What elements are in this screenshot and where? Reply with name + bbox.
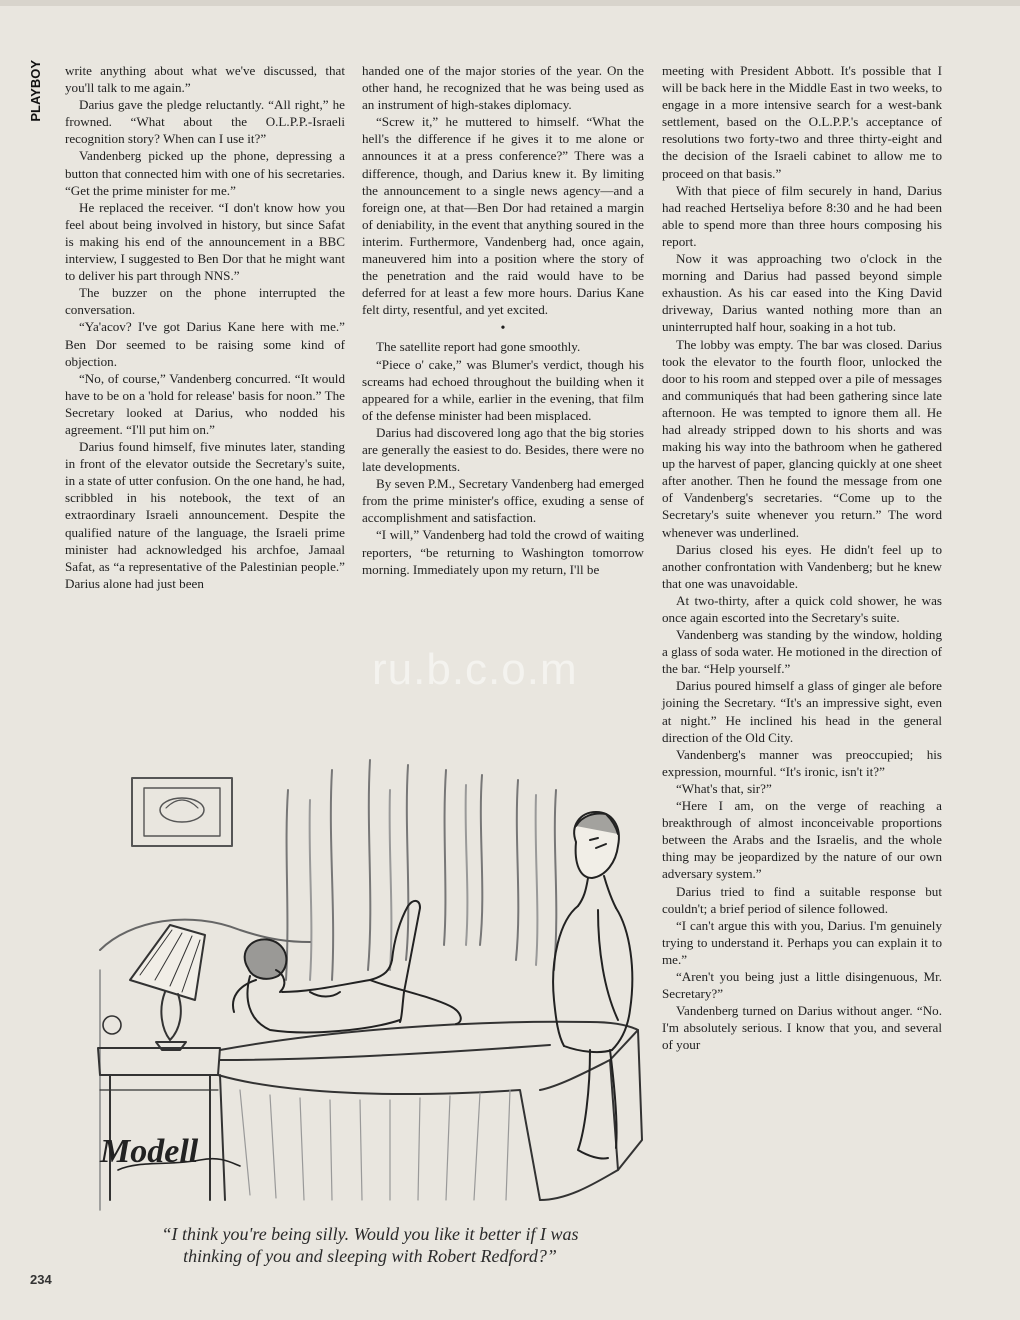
paragraph: “No, of course,” Vandenberg concurred. “It would have to be on a 'hold for release' basis for noon.” The Secretary looked at Darius, who nodded his agreement. “I'll put him on.” — [65, 370, 345, 437]
section-break-bullet: • — [500, 321, 506, 337]
curtain-lines — [286, 760, 556, 980]
paragraph: The lobby was empty. The bar was closed. Darius took the elevator to the fourth floor, unlocked the door to his room and stepped over a pile of messages and communiqués that had been gathering since late afternoon. He was tempted to ignore them all. He had already stripped down to his shorts and was making his way into the bathroom when he gathered up the harvest of paper, glancing quickly at one sheet after another. Then he found the message from one of Vandenberg's secretaries. “Come up to the Secretary's suite whenever you return.” The word whenever was underlined. — [662, 336, 942, 540]
text-column-2-bottom — [362, 338, 644, 577]
wall-picture — [132, 778, 232, 846]
paragraph: Vandenberg's manner was preoccupied; his expression, mournful. “It's ironic, isn't it?” — [662, 746, 942, 779]
paragraph: Darius poured himself a glass of ginger ale before joining the Secretary. “It's an impressive sight, even at night.” He inclined his head in the general direction of the Old City. — [662, 678, 942, 745]
paragraph: write anything about what we've discussed, that you'll talk to me again.” — [65, 63, 345, 96]
paragraph: The satellite report had gone smoothly. — [376, 339, 581, 355]
page-number: 234 — [30, 1272, 52, 1287]
seated-man — [553, 812, 632, 1159]
lamp — [130, 925, 205, 1050]
text-column-2-top — [362, 62, 644, 318]
paragraph: Darius closed his eyes. He didn't feel up to another confrontation with Vandenberg; but he knew that one was unavoidable. — [662, 541, 942, 591]
paragraph: “Ya'acov? I've got Darius Kane here with me.” Ben Dor seemed to be raising some kind of objection. — [65, 319, 345, 369]
paragraph: Darius had discovered long ago that the big stories are generally the easiest to do. Besides, there were no late developments. — [362, 424, 644, 475]
text-column-3 — [662, 62, 942, 1302]
paragraph: “What's that, sir?” — [676, 780, 772, 796]
paragraph: “I will,” Vandenberg had told the crowd of waiting reporters, “be returning to Washington tomorrow morning. Immediately upon my return, I'll be — [362, 527, 644, 577]
cartoonist-signature: Modell — [100, 1133, 199, 1170]
paragraph: meeting with President Abbott. It's possible that I will be back here in the Middle East in two weeks, to engage in a more intensive search for a west-bank settlement, based on the O.L.P.P.'s acceptance of resolutions two forty-two and three thirty-eight and the decision of the Israeli cabinet to allow me to proceed on that basis.” — [662, 63, 942, 181]
paragraph: “Piece o' cake,” was Blumer's verdict, though his screams had echoed throughout the building when it appeared for a while, earlier in the evening, that film of the defense minister had been misplaced. — [362, 356, 644, 423]
paragraph: With that piece of film securely in hand, Darius had reached Hertseliya before 8:30 and he had been able to spend more than three hours composing his report. — [662, 182, 942, 249]
text-column-2 — [362, 62, 644, 578]
paragraph: handed one of the major stories of the year. On the other hand, he recognized that he was being used as an instrument of high-stakes diplomacy. — [362, 63, 644, 113]
nightstand — [98, 1048, 220, 1200]
paragraph: “I can't argue this with you, Darius. I'm genuinely trying to understand it. Perhaps you can explain it to me.” — [662, 917, 942, 967]
reclining-woman — [233, 901, 461, 1032]
paragraph: “Here I am, on the verge of reaching a breakthrough of almost inconceivable proportions between the Arabs and the Israelis, and the whole thing may be jeopardized by the nature of our own adversary system.” — [662, 798, 942, 882]
paragraph: By seven P.M., Secretary Vandenberg had emerged from the prime minister's office, exuding a sense of accomplishment and satisfaction. — [362, 476, 644, 526]
paragraph: Now it was approaching two o'clock in the morning and Darius had passed beyond simple exhaustion. As his car eased into the King David driveway, Darius wanted nothing more than an uninterrupted half hour, soaking in a hot tub. — [662, 251, 942, 335]
paragraph: The buzzer on the phone interrupted the conversation. — [65, 285, 345, 318]
paragraph: Vandenberg turned on Darius without anger. “No. I'm absolutely serious. I know that you, and several of your — [662, 1003, 942, 1053]
bed — [218, 1022, 642, 1200]
paragraph: Vandenberg was standing by the window, holding a glass of soda water. He motioned in the direction of the bar. “Help yourself.” — [662, 627, 942, 677]
paragraph: Vandenberg picked up the phone, depressing a button that connected him with one of his secretaries. “Get the prime minister for me.” — [65, 148, 345, 198]
paragraph: “Aren't you being just a little disingenuous, Mr. Secretary?” — [662, 968, 942, 1002]
paragraph: “Screw it,” he muttered to himself. “What the hell's the difference if he gives it to me alone or announces it at a press conference?” There was a difference, though, and Darius knew it. By limiting the announcement to a single news agency—and a foreign one, at that—Ben Dor had retained a margin of deniability, in the event that anything soured in the interim. Furthermore, Vandenberg had, once again, maneuvered him into a position where the story of the penetration and the raid would have to be deferred for at least a few more hours. Darius Kane felt dirty, resentful, and yet excited. — [362, 114, 644, 318]
cartoon-illustration — [70, 730, 650, 1220]
paragraph: Darius found himself, five minutes later, standing in front of the elevator outside the Secretary's suite, in a state of utter confusion. On the one hand, he had, scribbled in his notebook, the text of an extraordinary Israeli announcement. Despite the qualified nature of the language, the Israeli prime minister had acknowledged his archfoe, Jamaal Safat, as “a representative of the Palestinian people.” Darius alone had just been — [65, 439, 345, 591]
paragraph: Darius tried to find a suitable response but couldn't; a brief period of silence followed. — [662, 883, 942, 916]
text-column-1 — [65, 62, 345, 592]
cartoon-caption: “I think you're being silly. Would you like it better if I was thinking of you and sleeping with Robert Redford?” — [161, 1224, 579, 1266]
page-top-edge — [0, 0, 1020, 6]
paragraph: Darius gave the pledge reluctantly. “All right,” he frowned. “What about the O.L.P.P.-Israeli recognition story? When can I use it?” — [65, 97, 345, 147]
paragraph: At two-thirty, after a quick cold shower, he was once again escorted into the Secretary's suite. — [662, 592, 942, 625]
magazine-brand: PLAYBOY — [28, 60, 43, 122]
paragraph: He replaced the receiver. “I don't know how you feel about being involved in history, but since Safat is making his end of the announcement in a BBC interview, I suggested to Ben Dor that he might want to deliver his part through NNS.” — [65, 199, 345, 284]
watermark: ru.b.c.o.m — [372, 645, 578, 694]
